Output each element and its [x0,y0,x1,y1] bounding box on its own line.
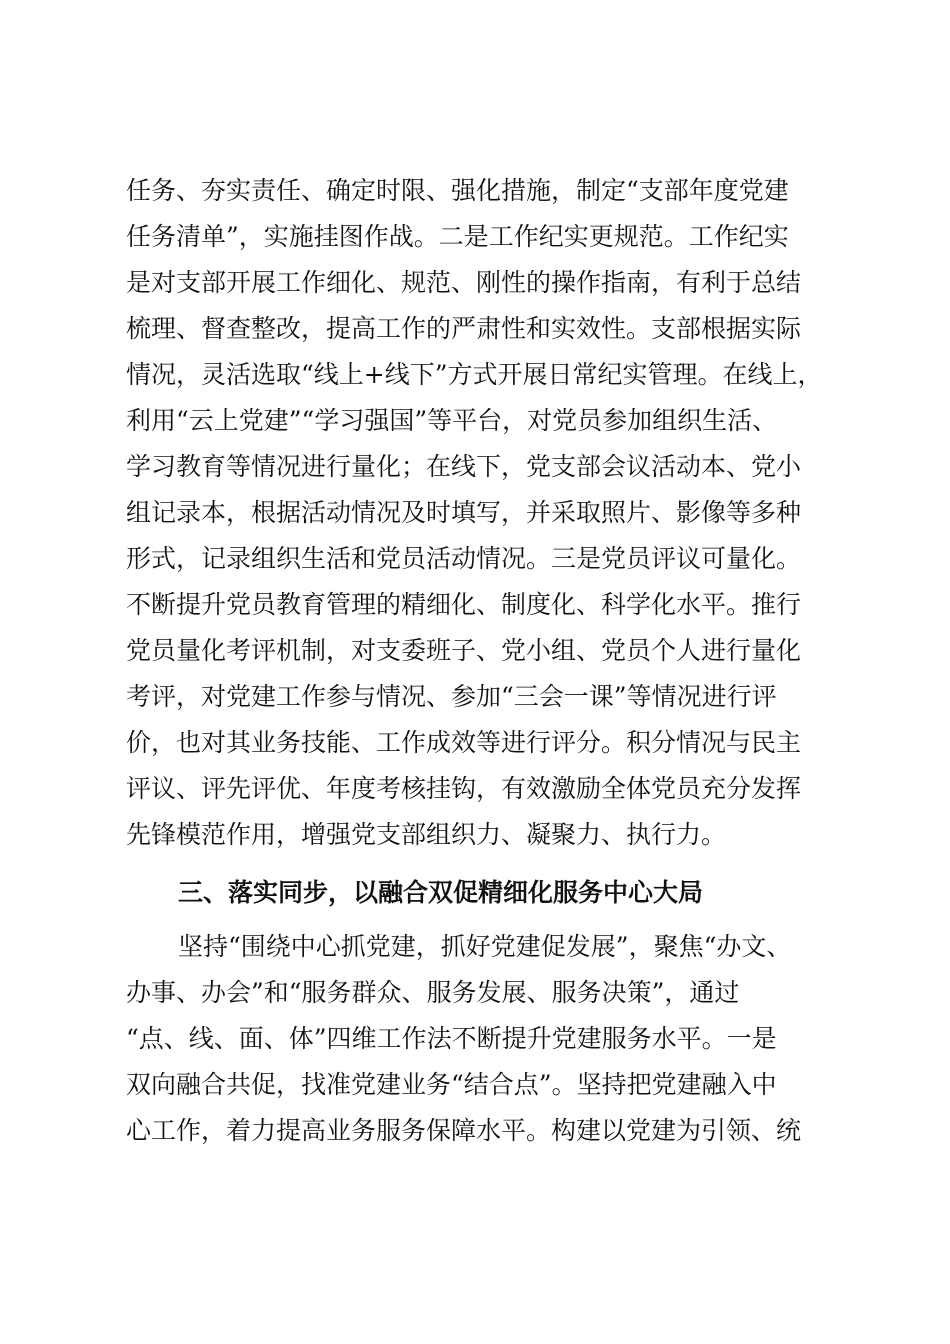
text-line: 价，也对其业务技能、工作成效等进行评分。积分情况与民主 [126,728,802,757]
text-line: 学习教育等情况进行量化；在线下，党支部会议活动本、党小 [126,452,802,481]
body-paragraph-2 [126,928,826,1168]
text-line: 形式，记录组织生活和党员活动情况。三是党员评议可量化。 [126,544,802,573]
text-line: 考评，对党建工作参与情况、参加“三会一课”等情况进行评 [126,682,777,711]
text-line: 利用“云上党建”“学习强国”等平台，对党员参加组织生活、 [126,406,778,435]
text-line: 任务、夯实责任、确定时限、强化措施，制定“支部年度党建 [126,176,789,205]
text-line: 任务清单”，实施挂图作战。二是工作纪实更规范。工作纪实 [126,222,789,251]
text-line: 双向融合共促，找准党建业务“结合点”。坚持把党建融入中 [126,1070,777,1099]
text-line: 坚持“围绕中心抓党建，抓好党建促发展”，聚焦“办文、 [178,932,792,961]
text-line: 党员量化考评机制，对支委班子、党小组、党员个人进行量化 [126,636,802,665]
text-line: “点、线、面、体”四维工作法不断提升党建服务水平。一是 [126,1024,777,1053]
section-heading-block [126,874,826,914]
text-line: 梳理、督查整改，提高工作的严肃性和实效性。支部根据实际 [126,314,802,343]
text-line: 不断提升党员教育管理的精细化、制度化、科学化水平。推行 [126,590,802,619]
text-line: 情况，灵活选取“线上+线下”方式开展日常纪实管理。在线上， [126,360,823,389]
text-line: 组记录本，根据活动情况及时填写，并采取照片、影像等多种 [126,498,802,527]
text-line: 评议、评先评优、年度考核挂钩，有效激励全体党员充分发挥 [126,774,802,803]
body-paragraph-1 [126,172,826,872]
text-line: 办事、办会”和“服务群众、服务发展、服务决策”，通过 [126,978,740,1007]
section-heading: 三、落实同步，以融合双促精细化服务中心大局 [178,878,704,907]
text-line: 心工作，着力提高业务服务保障水平。构建以党建为引领、统 [126,1116,802,1145]
text-line: 是对支部开展工作细化、规范、刚性的操作指南，有利于总结 [126,268,802,297]
text-line: 先锋模范作用，增强党支部组织力、凝聚力、执行力。 [126,820,727,849]
